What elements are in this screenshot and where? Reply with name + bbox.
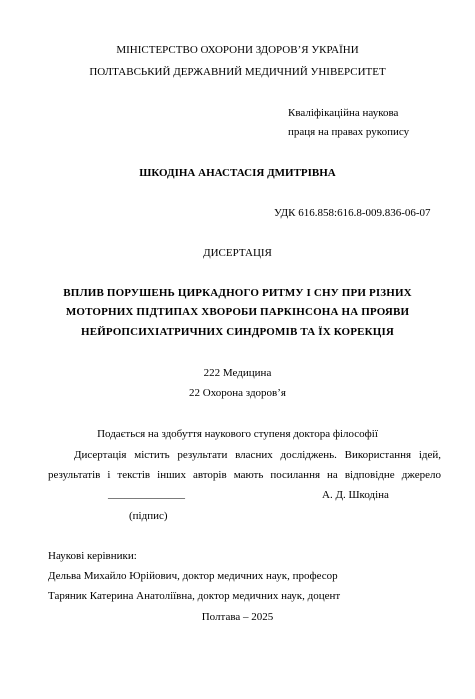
- dissertation-title-line-1: ВПЛИВ ПОРУШЕНЬ ЦИРКАДНОГО РИТМУ І СНУ ПРИ РІЗНИХ: [63, 287, 412, 299]
- specialty-code: 222 Медицина: [203, 367, 272, 379]
- supervisors-heading: Наукові керівники:: [48, 550, 137, 562]
- author-name: ШКОДІНА АНАСТАСІЯ ДМИТРІВНА: [139, 167, 336, 179]
- signatory-name: А. Д. Шкодіна: [322, 489, 389, 501]
- signature-caption: (підпис): [129, 510, 168, 522]
- dissertation-title-line-3: НЕЙРОПСИХІАТРИЧНИХ СИНДРОМІВ ТА ЇХ КОРЕКЦІЯ: [81, 326, 394, 338]
- ministry-name: МІНІСТЕРСТВО ОХОРОНИ ЗДОРОВ’Я УКРАЇНИ: [116, 44, 359, 56]
- document-type: ДИСЕРТАЦІЯ: [203, 247, 272, 259]
- field-of-knowledge: 22 Охорона здоров’я: [189, 387, 286, 399]
- udc-code: УДК 616.858:616.8-009.836-06-07: [274, 207, 431, 219]
- originality-statement-line-1: Дисертація містить результати власних досліджень. Використання ідей,: [74, 449, 441, 461]
- place-and-year: Полтава – 2025: [201, 611, 274, 623]
- supervisor-2: Таряник Катерина Анатоліївна, доктор медичних наук, доцент: [48, 590, 341, 602]
- originality-statement-line-2: результатів і текстів інших авторів мають посилання на відповідне джерело: [48, 469, 441, 481]
- degree-statement: Подається на здобуття наукового ступеня доктора філософії: [97, 428, 378, 440]
- qualification-line-2: праця на правах рукопису: [288, 126, 410, 138]
- signature-line: ______________: [108, 488, 185, 500]
- university-name: ПОЛТАВСЬКИЙ ДЕРЖАВНИЙ МЕДИЧНИЙ УНІВЕРСИТЕТ: [89, 66, 386, 78]
- supervisor-1: Дельва Михайло Юрійович, доктор медичних наук, професор: [48, 570, 338, 582]
- qualification-line-1: Кваліфікаційна наукова: [288, 107, 399, 119]
- dissertation-title-line-2: МОТОРНИХ ПІДТИПАХ ХВОРОБИ ПАРКІНСОНА НА ПРОЯВИ: [65, 306, 410, 318]
